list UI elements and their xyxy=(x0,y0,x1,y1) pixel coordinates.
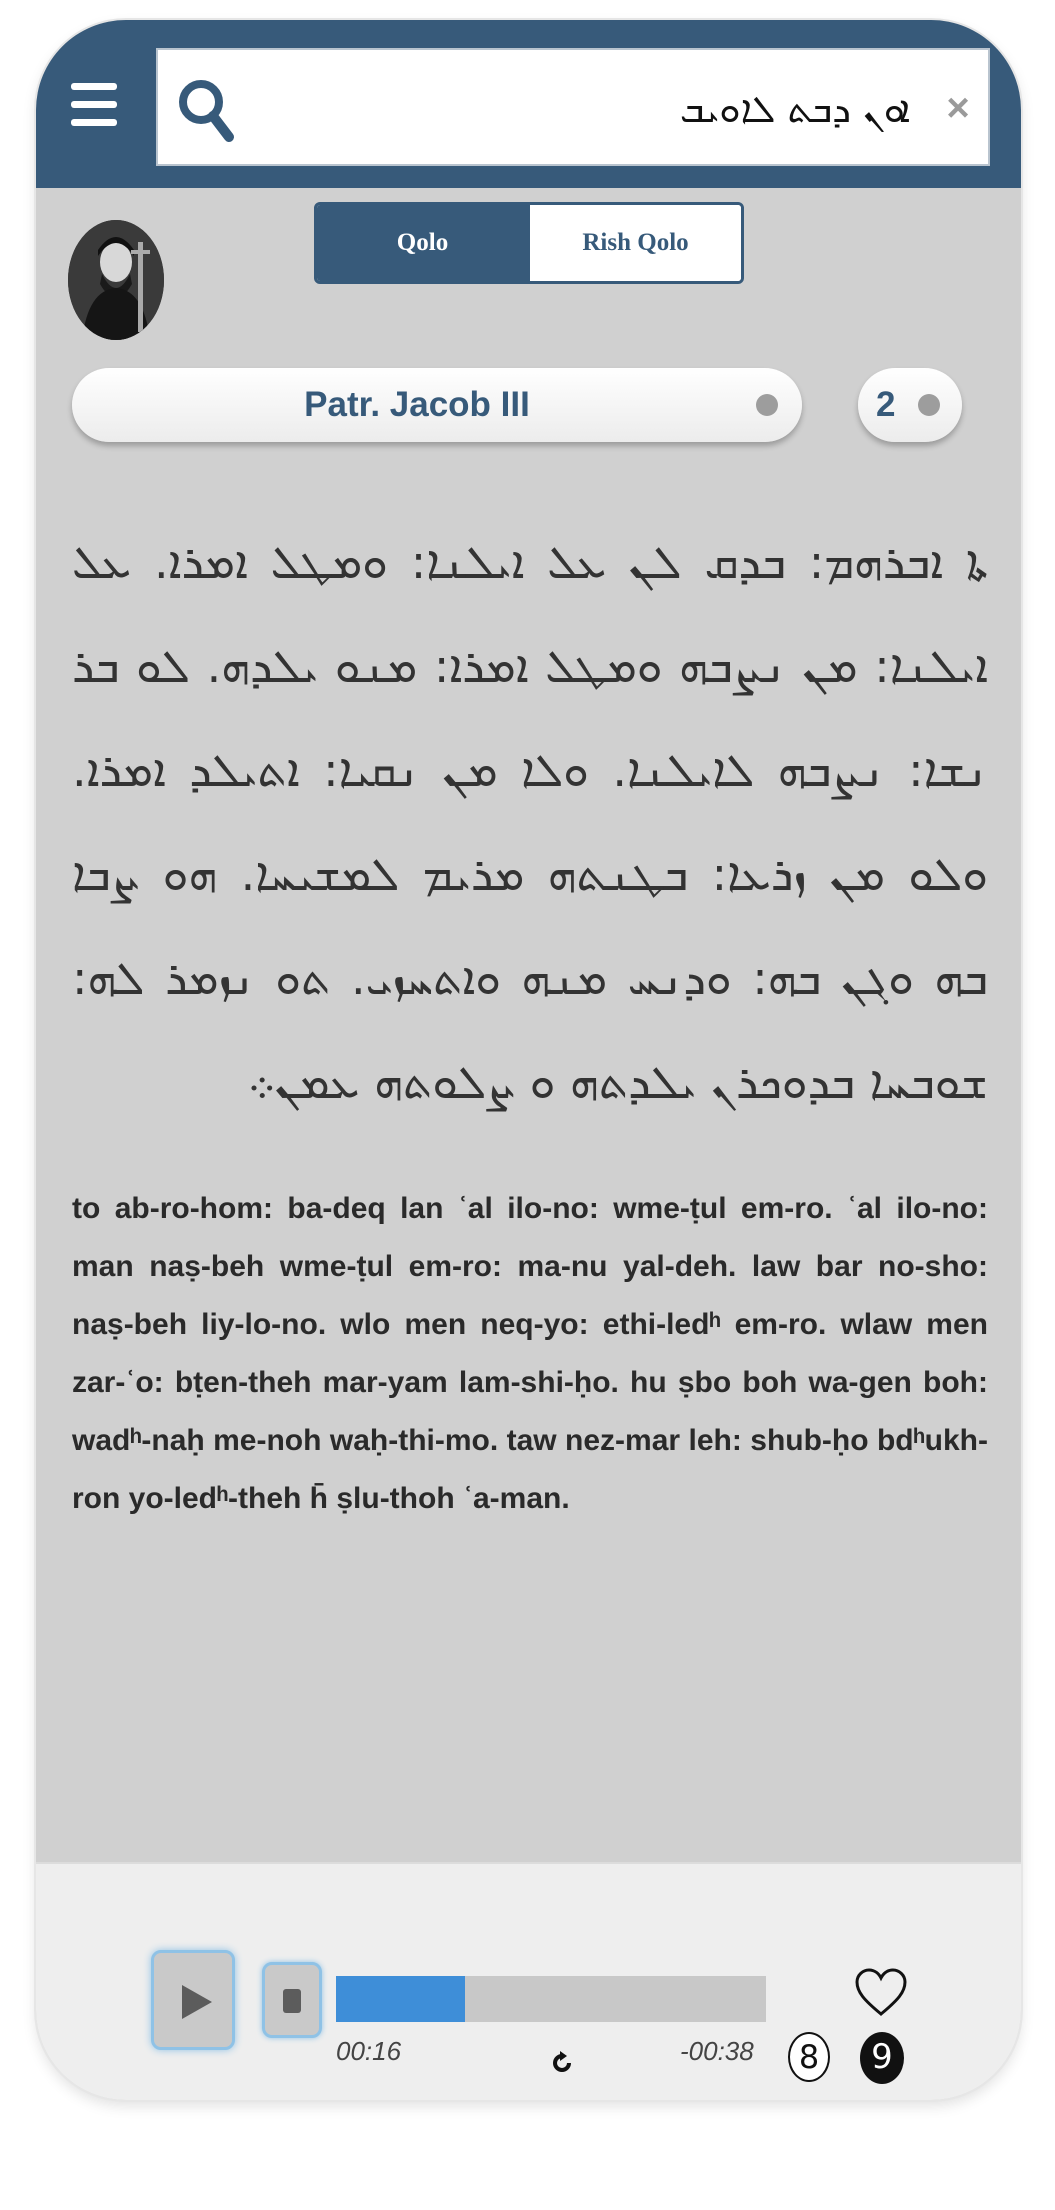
author-selector[interactable] xyxy=(72,368,802,442)
syriac-text: ܬܐ ܐܒܪܗܡ: ܒܕܩ ܠܢ ܥܠ ܐܝܠܢܐ: ܘܡܛܠ ܐܡܪܐ. ܥܠ ܐܝܠܢܐ: ܡܢ ܢܨܒܗ ܘܡܛܠ ܐܡܪܐ: ܡܢܘ ܝܠܕܗ. ܠܘ ܒܪ ܢܫܐ: ܢܨܒܗ ܠܐܝܠܢܐ. ܘܠܐ ܡܢ ܢܩܝܐ: ܐܬܝܠܕ ܐܡܪܐ. ܘܠܘ ܡܢ ܙܪܥܐ: ܒܛܢܬܗ ܡܪܝܡ ܠܡܫܝܚܐ. ܗܘ ܨܒܐ ܒܗ ܘܓܢ ܒܗ: ܘܕܢܚ ܡܢܗ ܘܐܬܚܙܝ. ܬܘ ܢܙܡܪ ܠܗ: ܫܘܒܚܐ ܒܕܘܟܪܢ ܝܠܕܬܗ ܘ ܨܠܘܬܗ ܥܡܢ܀ xyxy=(72,535,988,1109)
qolo-toggle xyxy=(314,202,744,284)
variant-dot-icon xyxy=(918,394,940,416)
search-input[interactable] xyxy=(258,70,912,148)
progress-fill xyxy=(336,1976,465,2022)
speed-option-8[interactable]: 8 xyxy=(788,2032,830,2082)
speed-option-9[interactable]: 9 xyxy=(860,2032,904,2084)
search-box xyxy=(156,48,990,166)
tab-rish-qolo[interactable]: Rish Qolo xyxy=(528,205,741,281)
progress-bar[interactable] xyxy=(336,1976,766,2022)
top-bar xyxy=(36,20,1021,188)
app-frame xyxy=(36,20,1021,2100)
loop-icon[interactable] xyxy=(549,2050,575,2076)
heart-icon[interactable] xyxy=(854,1968,908,2018)
variant-selector[interactable] xyxy=(858,368,962,442)
audio-player xyxy=(36,1862,1021,2100)
stop-icon[interactable] xyxy=(262,1962,322,2038)
author-dot-icon xyxy=(756,394,778,416)
elapsed-time: 00:16 xyxy=(336,2036,402,2066)
remaining-time: -00:38 xyxy=(680,2036,754,2066)
tab-qolo[interactable]: Qolo xyxy=(317,205,528,281)
clear-icon[interactable]: × xyxy=(946,86,970,130)
author-avatar xyxy=(68,220,164,340)
search-icon[interactable] xyxy=(176,75,236,145)
author-name: Patr. Jacob III xyxy=(304,385,530,424)
transliteration-text: to ab-ro-hom: ba-deq lan ʿal ilo-no: wme-ṭul em-ro. ʿal ilo-no: man naṣ-beh wme-ṭul em-ro: ma-nu yal-deh. law bar no-sho: naṣ-beh liy-lo-no. wlo men neq-yo: ethi-ledʰ em-ro. wlaw men zar-ʿo: bṭen-theh mar-yam lam-shi-ḥo. hu ṣbo boh wa-gen boh: wadʰ-naḥ me-noh waḥ-thi-mo. taw nez-mar leh: shub-ḥo bdʰukh-ron yo-ledʰ-theh h̄ ṣlu-thoh ʿa-man. xyxy=(72,1192,988,1515)
play-icon[interactable] xyxy=(151,1950,235,2050)
menu-icon[interactable] xyxy=(71,83,117,129)
variant-number: 2 xyxy=(876,385,896,424)
